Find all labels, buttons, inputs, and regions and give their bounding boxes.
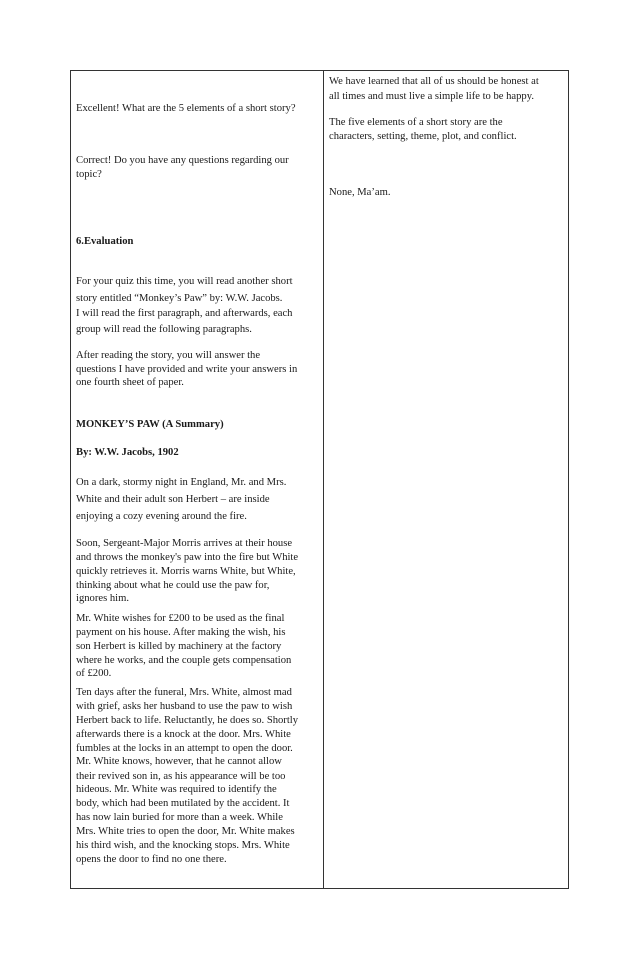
para4-line: Mr. White knows, however, that he cannot allow: [76, 756, 282, 767]
para4-line: his third wish, and the knocking stops. Mrs. White: [76, 840, 290, 851]
none-answer: None, Ma’am.: [329, 187, 391, 198]
honesty-line: all times and must live a simple life to be happy.: [329, 91, 534, 102]
para2-line: and throws the monkey's paw into the fire but White: [76, 552, 299, 563]
para4-line: fumbles at the locks in an attempt to open the door.: [76, 743, 293, 754]
after-reading-line: questions I have provided and write your answers in: [76, 364, 298, 375]
para3-line: son Herbert is killed by machinery at the factory: [76, 641, 282, 652]
para2-line: thinking about what he could use the paw for,: [76, 580, 270, 591]
story-title: MONKEY’S PAW (A Summary): [76, 419, 224, 430]
evaluation-heading: 6.Evaluation: [76, 236, 134, 247]
para3-line: payment on his house. After making the wish, his: [76, 627, 286, 638]
para4-line: Mrs. White tries to open the door, Mr. White makes: [76, 826, 295, 837]
story-author: By: W.W. Jacobs, 1902: [76, 447, 179, 458]
para4-line: Herbert back to life. Reluctantly, he does so. Shortly: [76, 715, 299, 726]
after-reading-line: one fourth sheet of paper.: [76, 377, 184, 388]
after-reading-line: After reading the story, you will answer the: [76, 350, 261, 361]
para4-line: Ten days after the funeral, Mrs. White, almost mad: [76, 687, 292, 698]
para3-line: of £200.: [76, 668, 112, 679]
para2-line: ignores him.: [76, 593, 129, 604]
column-divider: [323, 71, 324, 888]
honesty-line: We have learned that all of us should be honest at: [329, 76, 539, 87]
quiz-line: For your quiz this time, you will read another short: [76, 276, 293, 287]
questions-line: Correct! Do you have any questions regarding our: [76, 155, 289, 166]
elements-answer-line: The five elements of a short story are the: [329, 117, 503, 128]
para4-line: body, which had been mutilated by the accident. It: [76, 798, 290, 809]
lesson-table: [70, 70, 569, 889]
para3-line: where he works, and the couple gets compensation: [76, 655, 292, 666]
para4-line: afterwards there is a knock at the door. Mrs. White: [76, 729, 291, 740]
para2-line: Soon, Sergeant-Major Morris arrives at their house: [76, 538, 293, 549]
para4-line: their revived son in, as his appearance will be too: [76, 771, 286, 782]
para3-line: Mr. White wishes for £200 to be used as the final: [76, 613, 285, 624]
quiz-line: story entitled “Monkey’s Paw” by: W.W. Jacobs.: [76, 293, 283, 304]
elements-question: Excellent! What are the 5 elements of a short story?: [76, 103, 296, 114]
para1-line: White and their adult son Herbert – are inside: [76, 494, 270, 505]
quiz-line: I will read the first paragraph, and afterwards, each: [76, 308, 293, 319]
para4-line: hideous. Mr. White was required to identify the: [76, 784, 277, 795]
para2-line: quickly retrieves it. Morris warns White, but White,: [76, 566, 296, 577]
para1-line: enjoying a cozy evening around the fire.: [76, 511, 247, 522]
questions-line: topic?: [76, 169, 102, 180]
para1-line: On a dark, stormy night in England, Mr. and Mrs.: [76, 477, 287, 488]
para4-line: with grief, asks her husband to use the paw to wish: [76, 701, 293, 712]
quiz-line: group will read the following paragraphs.: [76, 324, 252, 335]
para4-line: opens the door to find no one there.: [76, 854, 227, 865]
elements-answer-line: characters, setting, theme, plot, and conflict.: [329, 131, 517, 142]
para4-line: has now lain buried for more than a week. While: [76, 812, 283, 823]
